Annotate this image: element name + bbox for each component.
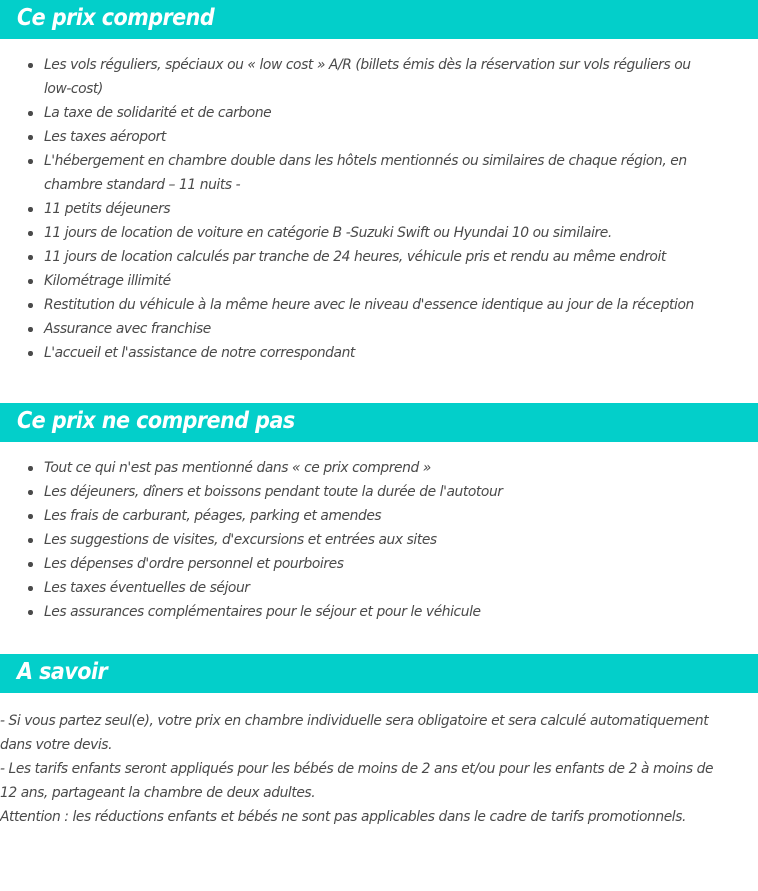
section-gap xyxy=(0,365,758,403)
section-title-excluded: Ce prix ne comprend pas xyxy=(17,408,295,434)
list-item xyxy=(44,149,746,197)
list-item-text: Les taxes aéroport xyxy=(44,129,166,145)
list-item-text: Assurance avec franchise xyxy=(44,321,211,337)
section-title-included: Ce prix comprend xyxy=(17,5,215,31)
section-gap xyxy=(0,624,758,654)
list-item xyxy=(44,221,746,245)
list-item xyxy=(44,341,746,365)
list-item xyxy=(44,480,746,504)
paragraph xyxy=(0,757,748,805)
list-item-text: Les vols réguliers, spéciaux ou « low cost » A/R (billets émis dès la réservation sur vols réguliers ou low-cost) xyxy=(44,57,691,97)
list-item xyxy=(44,197,746,221)
list-item-text: L'accueil et l'assistance de notre correspondant xyxy=(44,345,355,361)
section-title-a-savoir: A savoir xyxy=(17,659,108,685)
list-item-text: L'hébergement en chambre double dans les hôtels mentionnés ou similaires de chaque région, en chambre standard – 11 nuits - xyxy=(44,153,687,193)
list-item-text: Les déjeuners, dîners et boissons pendant toute la durée de l'autotour xyxy=(44,484,503,500)
paragraph-text: - Si vous partez seul(e), votre prix en chambre individuelle sera obligatoire et sera calculé automatiquement dans votre devis. xyxy=(0,713,709,753)
list-item-text: Les suggestions de visites, d'excursions et entrées aux sites xyxy=(44,532,437,548)
list-item xyxy=(44,576,746,600)
list-item xyxy=(44,600,746,624)
list-item xyxy=(44,53,746,101)
excluded-list xyxy=(0,456,746,624)
section-header-bar-a-savoir xyxy=(0,654,758,693)
list-item-text: Restitution du véhicule à la même heure avec le niveau d'essence identique au jour de la réception xyxy=(44,297,694,313)
list-item-text: La taxe de solidarité et de carbone xyxy=(44,105,272,121)
section-body-included xyxy=(0,39,758,365)
list-item-text: Les taxes éventuelles de séjour xyxy=(44,580,250,596)
section-body-excluded xyxy=(0,442,758,624)
list-item-text: Tout ce qui n'est pas mentionné dans « ce prix comprend » xyxy=(44,460,431,476)
paragraph-text: - Les tarifs enfants seront appliqués pour les bébés de moins de 2 ans et/ou pour les enfants de 2 à moins de 12 ans, partageant la chambre de deux adultes. xyxy=(0,761,714,801)
paragraph-text: Attention : les réductions enfants et bébés ne sont pas applicables dans le cadre de tarifs promotionnels. xyxy=(0,809,686,825)
list-item xyxy=(44,528,746,552)
list-item xyxy=(44,101,746,125)
list-item xyxy=(44,125,746,149)
list-item-text: 11 petits déjeuners xyxy=(44,201,171,217)
section-ce-prix-ne-comprend-pas xyxy=(0,403,758,624)
section-body-a-savoir xyxy=(0,693,758,829)
section-header-bar-excluded xyxy=(0,403,758,442)
list-item xyxy=(44,456,746,480)
list-item-text: 11 jours de location de voiture en catégorie B -Suzuki Swift ou Hyundai 10 ou similaire. xyxy=(44,225,612,241)
list-item xyxy=(44,269,746,293)
list-item-text: Les assurances complémentaires pour le séjour et pour le véhicule xyxy=(44,604,481,620)
list-item xyxy=(44,293,746,317)
included-list xyxy=(0,53,746,365)
section-header-bar-included xyxy=(0,0,758,39)
paragraph xyxy=(0,805,748,829)
list-item-text: 11 jours de location calculés par tranche de 24 heures, véhicule pris et rendu au même endroit xyxy=(44,249,666,265)
list-item xyxy=(44,245,746,269)
list-item xyxy=(44,317,746,341)
list-item-text: Les dépenses d'ordre personnel et pourboires xyxy=(44,556,344,572)
section-a-savoir xyxy=(0,654,758,829)
paragraph xyxy=(0,709,748,757)
list-item-text: Les frais de carburant, péages, parking et amendes xyxy=(44,508,382,524)
section-ce-prix-comprend xyxy=(0,0,758,365)
list-item xyxy=(44,552,746,576)
list-item xyxy=(44,504,746,528)
list-item-text: Kilométrage illimité xyxy=(44,273,171,289)
